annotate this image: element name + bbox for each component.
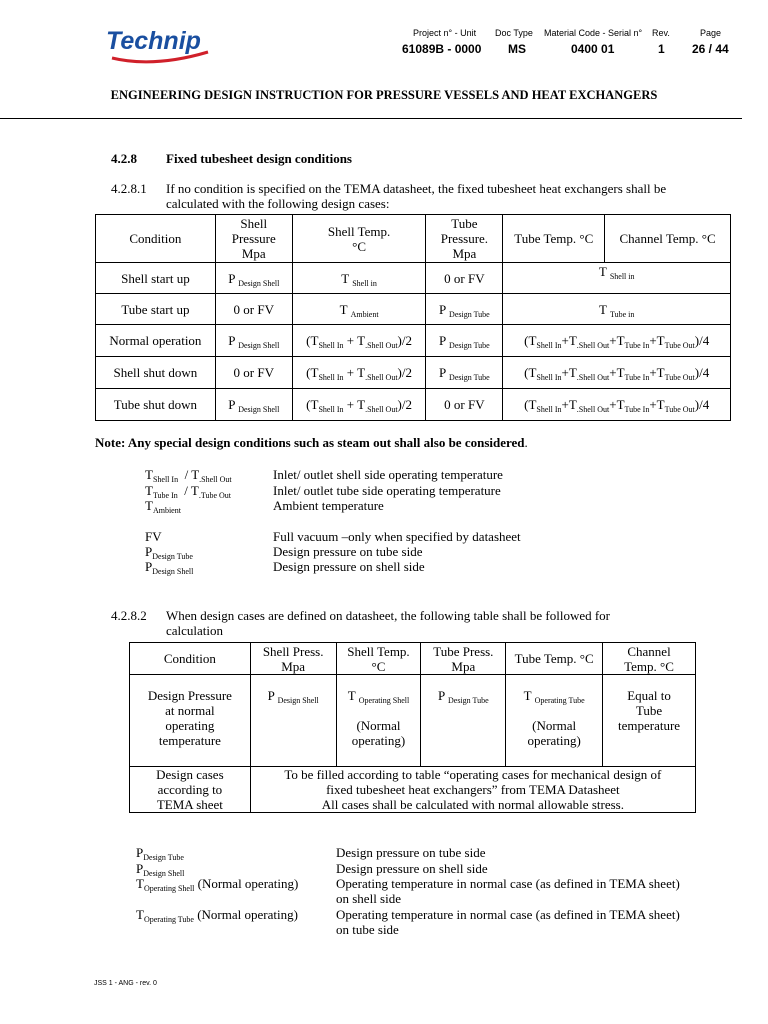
t1-header-shell-temp: Shell Temp. °C [292,215,426,263]
t2-header-condition: Condition [130,643,251,675]
table-row [130,767,696,813]
legend2-symbol-pdtube: $P_{Design Tube}$ [136,845,184,862]
t1-r5-shell-t: $(T_{Shell In} + T_{.Shell Out})/2$ [292,389,426,421]
legend2-desc-pdshell: Design pressure on shell side [336,861,488,876]
legend1-symbol-fv: FV [145,529,162,544]
t1-header-tube-pressure: Tube Pressure. Mpa [426,215,503,263]
value-doctype: MS [508,42,526,56]
t1-r2-tube-channel-t: T $_{Tube in}$ [503,294,731,325]
sub1-text-line2: calculated with the following design cases: [166,196,390,211]
t2-header-tube-press: Tube Press. Mpa [421,643,506,675]
logo-wordmark: Technip [106,27,201,55]
t1-r4-shell-t: $(T_{Shell In} + T_{.Shell Out})/2$ [292,357,426,389]
t1-header-shell-pressure: Shell Pressure Mpa [215,215,292,263]
t1-r4-shell-p: 0 or FV [215,357,292,389]
t1-r3-shell-p: P $_{Design Shell}$ [215,325,292,357]
legend2-symbol-pdshell: $P_{Design Shell}$ [136,861,185,878]
table-row [96,357,731,389]
document-title: ENGINEERING DESIGN INSTRUCTION FOR PRESSURE VESSELS AND HEAT EXCHANGERS [110,88,658,102]
legend2-symbol-toptube: $T_{Operating Tube}$ (Normal operating) [136,907,298,924]
t2-header-shell-temp: Shell Temp. °C [336,643,421,675]
section-number: 4.2.8 [111,151,137,166]
datasheet-cases-table [129,642,696,813]
sub2-text-line1: When design cases are defined on datasheet, the following table shall be followed for [166,608,611,623]
t1-r2-tube-p: P $_{Design Tube}$ [426,294,503,325]
value-project: 61089B - 0000 [402,42,482,56]
legend1-desc-tube: Inlet/ outlet tube side operating temperature [273,483,501,498]
legend1-symbol-shell: $T_{Shell In} / T_{.Shell Out}$ [145,467,232,484]
t2-r1-shell-t: T $_{Operating Shell}$ (Normal operating) [336,675,421,767]
sub2-number: 4.2.8.2 [111,608,147,623]
t1-r3-condition: Normal operation [96,325,216,357]
t1-r3-shell-t: $(T_{Shell In} + T_{.Shell Out})/2$ [292,325,426,357]
legend1-symbol-pdshell: $P_{Design Shell}$ [145,559,194,576]
sub2-text-line2: calculation [166,623,224,638]
legend2-desc-pdtube: Design pressure on tube side [336,845,486,860]
technip-logo-graphic [104,24,214,68]
table2-header-row [130,643,696,675]
legend1-symbol-pdtube: $P_{Design Tube}$ [145,544,193,561]
footer-ref: JSS 1 - ANG - rev. 0 [94,980,157,987]
special-conditions-note: Note: Any special design conditions such as steam out shall also be considered. [95,435,528,450]
t1-r1-shell-p: P $_{Design Shell}$ [215,263,292,294]
table-row [96,389,731,421]
table-row [130,675,696,767]
t1-r3-tube-p: P $_{Design Tube}$ [426,325,503,357]
legend1-desc-pdshell: Design pressure on shell side [273,559,425,574]
legend1-desc-shell: Inlet/ outlet shell side operating temperature [273,467,503,482]
t2-header-tube-temp: Tube Temp. °C [506,643,603,675]
sub1-text-line1: If no condition is specified on the TEMA datasheet, the fixed tubesheet heat exchangers shall be [166,181,667,196]
value-page: 26 / 44 [692,42,729,56]
table1-header-row [96,215,731,263]
t1-r2-shell-t: T $_{Ambient}$ [292,294,426,325]
t2-r1-condition: Design Pressure at normal operating temperature [130,675,251,767]
legend2-symbol-topshell: $T_{Operating Shell}$ (Normal operating) [136,876,299,893]
t1-r2-shell-p: 0 or FV [215,294,292,325]
t1-r1-shell-t: T $_{Shell in}$ [292,263,426,294]
table-row [96,263,731,294]
t1-r4-condition: Shell shut down [96,357,216,389]
t1-r3-tube-channel-t: $(T_{Shell In}+T_{.Shell Out}+T_{Tube In}+T_{Tube Out})/4$ [503,325,731,357]
legend2-desc-topshell: Operating temperature in normal case (as defined in TEMA sheet) on shell side [336,876,680,906]
t1-header-condition: Condition [96,215,216,263]
section-title: Fixed tubesheet design conditions [166,151,352,166]
t1-r5-tube-channel-t: $(T_{Shell In}+T_{.Shell Out}+T_{Tube In}+T_{Tube Out})/4$ [503,389,731,421]
t2-r1-tube-t: T $_{Operating Tube}$ (Normal operating) [506,675,603,767]
t2-r1-shell-p: P $_{Design Shell}$ [250,675,336,767]
t1-r5-shell-p: P $_{Design Shell}$ [215,389,292,421]
sub1-number: 4.2.8.1 [111,181,147,196]
technip-logo [104,24,214,68]
legend1-symbol-tube: $T_{Tube In} / T_{.Tube Out}$ [145,483,232,500]
legend1-desc-pdtube: Design pressure on tube side [273,544,423,559]
t1-r1-tube-channel-t: T $_{Shell in}$ [503,263,731,294]
header-rule [0,118,742,119]
design-cases-table [95,214,731,421]
label-doctype: Doc Type [495,28,533,38]
t1-r2-condition: Tube start up [96,294,216,325]
label-matcode: Material Code - Serial n° [544,28,643,38]
value-matcode: 0400 01 [571,42,615,56]
table-row [96,325,731,357]
legend2-desc-toptube: Operating temperature in normal case (as defined in TEMA sheet) on tube side [336,907,680,937]
t1-r4-tube-p: P $_{Design Tube}$ [426,357,503,389]
t1-r1-condition: Shell start up [96,263,216,294]
t2-r2-text: To be filled according to table “operating cases for mechanical design of fixed tubesheet heat exchangers” from TEMA Datasheet All cases shall be calculated with normal allowable stress. [250,767,695,813]
t2-r1-tube-p: P $_{Design Tube}$ [421,675,506,767]
legend1-symbol-ambient: $T_{Ambient}$ [145,498,181,515]
t1-r1-tube-p: 0 or FV [426,263,503,294]
legend1-desc-fv: Full vacuum –only when specified by datasheet [273,529,521,544]
legend1-desc-ambient: Ambient temperature [273,498,384,513]
table-row [96,294,731,325]
t2-r2-condition: Design cases according to TEMA sheet [130,767,251,813]
label-rev: Rev. [652,28,670,38]
t2-r1-channel-t: Equal to Tube temperature [603,675,696,767]
label-page: Page [700,28,722,38]
t1-r5-condition: Tube shut down [96,389,216,421]
t2-header-shell-press: Shell Press. Mpa [250,643,336,675]
t1-header-tube-temp: Tube Temp. °C [503,215,605,263]
t1-header-channel-temp: Channel Temp. °C [605,215,731,263]
label-project: Project n° - Unit [413,28,477,38]
t1-r5-tube-p: 0 or FV [426,389,503,421]
value-rev: 1 [658,42,665,56]
t2-header-channel-temp: Channel Temp. °C [603,643,696,675]
t1-r4-tube-channel-t: $(T_{Shell In}+T_{.Shell Out}+T_{Tube In}+T_{Tube Out})/4$ [503,357,731,389]
